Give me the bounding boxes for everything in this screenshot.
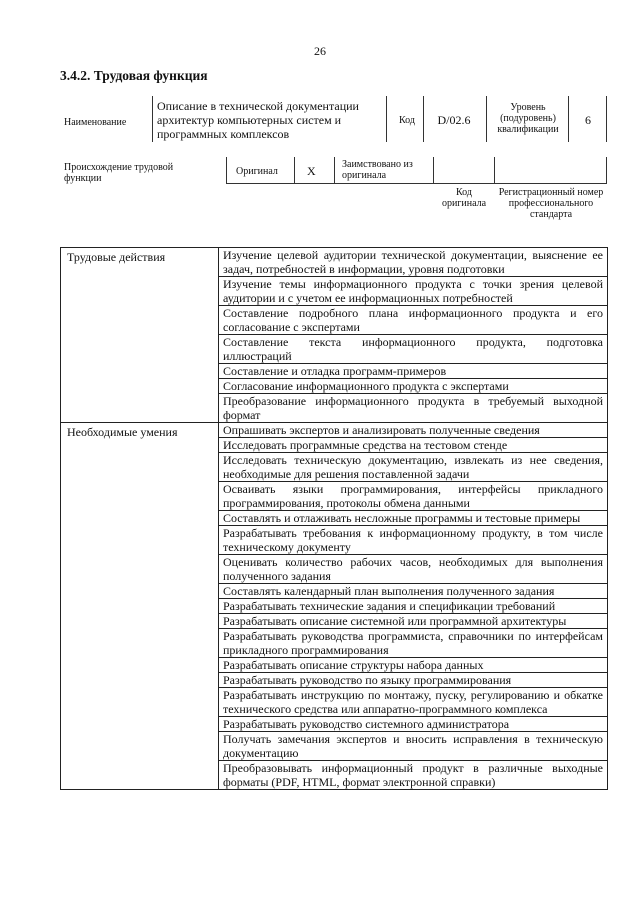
section-title: 3.4.2. Трудовая функция (60, 68, 208, 83)
section-item: Разрабатывать руководство системного администратора (219, 717, 608, 732)
borrowed-label: Заимствовано из оригинала (342, 159, 413, 181)
section-label: Трудовые действия (61, 248, 219, 423)
section-label: Необходимые умения (61, 423, 219, 790)
original-mark: X (307, 164, 316, 178)
code-original-divider (494, 157, 495, 184)
section-item: Опрашивать экспертов и анализировать полученные сведения (219, 423, 608, 438)
section-item: Согласование информационного продукта с экспертами (219, 379, 608, 394)
section-item: Разрабатывать технические задания и спецификации требований (219, 599, 608, 614)
code-original-label: Код оригинала (441, 187, 487, 209)
section-item: Исследовать техническую документацию, извлекать из нее сведения, необходимые для решения поставленной задачи (219, 453, 608, 482)
section-item: Оценивать количество рабочих часов, необходимых для выполнения полученного задания (219, 555, 608, 584)
origin-box-right-edge (606, 157, 607, 184)
section-item: Разрабатывать руководства программиста, справочники по интерфейсам прикладного программирования (219, 629, 608, 658)
level-box-right-edge (606, 96, 607, 142)
original-label-divider (294, 157, 295, 184)
origin-label: Происхождение трудовой функции (64, 162, 174, 184)
section-item: Получать замечания экспертов и вносить исправления в техническую документацию (219, 732, 608, 761)
section-item: Осваивать языки программирования, интерфейсы прикладного программирования, протоколы обмена данными (219, 482, 608, 511)
section-item: Разрабатывать описание системной или программной архитектуры (219, 614, 608, 629)
origin-underline (226, 183, 607, 184)
code-label: Код (399, 115, 415, 126)
reg-number-label: Регистрационный номер профессионального стандарта (498, 187, 604, 220)
code-box-right-edge (486, 96, 487, 142)
table-row (61, 248, 608, 277)
section-item: Составлять календарный план выполнения полученного задания (219, 584, 608, 599)
code-value: D/02.6 (437, 113, 471, 127)
section-item: Исследовать программные средства на тестовом стенде (219, 438, 608, 453)
section-item: Изучение темы информационного продукта с точки зрения целевой аудитории и с учетом ее информационных потребностей (219, 277, 608, 306)
section-item: Преобразовывать информационный продукт в различные выходные форматы (PDF, HTML, формат электронной справки) (219, 761, 608, 790)
labor-function-table (60, 247, 608, 790)
page-number: 26 (314, 44, 326, 58)
section-item: Составление и отладка программ-примеров (219, 364, 608, 379)
section-item: Разрабатывать руководство по языку программирования (219, 673, 608, 688)
original-mark-divider (334, 157, 335, 184)
table-body (61, 248, 608, 790)
section-item: Разрабатывать инструкцию по монтажу, пуску, регулированию и обкатке технического средства или аппаратно-программного комплекса (219, 688, 608, 717)
section-item: Составление текста информационного продукта, подготовка иллюстраций (219, 335, 608, 364)
borrowed-divider (433, 157, 434, 184)
level-value: 6 (585, 113, 591, 127)
original-label: Оригинал (236, 166, 278, 177)
section-item: Преобразование информационного продукта в требуемый выходной формат (219, 394, 608, 423)
section-item: Изучение целевой аудитории технической документации, выяснение ее задач, потребностей в информации, уровня подготовки (219, 248, 608, 277)
section-item: Составление подробного плана информационного продукта и его согласование с экспертами (219, 306, 608, 335)
name-box-left-edge (152, 96, 153, 142)
level-label: Уровень (подуровень) квалификации (497, 102, 559, 135)
name-value: Описание в технической документации архитектур компьютерных систем и программных комплексов (157, 99, 359, 141)
section-item: Разрабатывать требования к информационному продукту, в том числе техническому документу (219, 526, 608, 555)
section-item: Составлять и отлаживать несложные программы и тестовые примеры (219, 511, 608, 526)
name-label: Наименование (64, 117, 127, 128)
origin-box-left-edge (226, 157, 227, 184)
name-box-right-edge (386, 96, 387, 142)
level-box-left-edge (568, 96, 569, 142)
section-item: Разрабатывать описание структуры набора данных (219, 658, 608, 673)
table-row (61, 423, 608, 438)
